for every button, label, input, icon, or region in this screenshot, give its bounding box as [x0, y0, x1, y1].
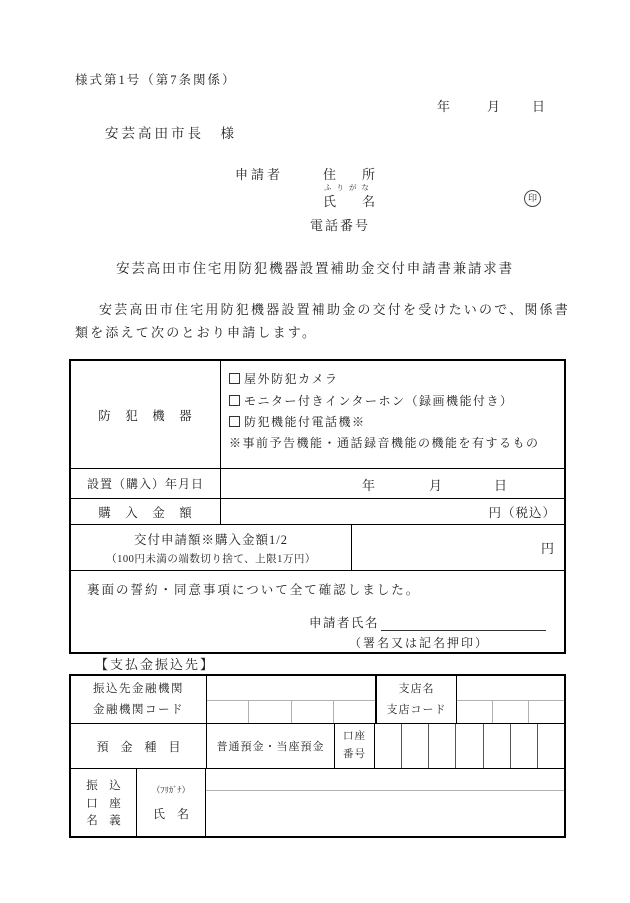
body-text-line1: 安芸高田市住宅用防犯機器設置補助金の交付を受けたいので、関係書: [99, 302, 570, 317]
bank-code-label: 金融機関コード: [93, 703, 184, 716]
account-number-cells: [375, 724, 564, 768]
date-year-label: 年: [437, 99, 451, 114]
branch-name-label: 支店名: [398, 682, 435, 695]
account-label-line2: 番号: [343, 749, 366, 760]
checkbox-icon: [229, 373, 240, 384]
installation-date-label: 設置（購入）年月日: [71, 469, 221, 498]
account-number-cell[interactable]: [538, 724, 564, 768]
account-number-cell[interactable]: [375, 724, 402, 768]
branch-name-input[interactable]: [457, 676, 564, 700]
applicant-name-label: 氏 名: [323, 194, 376, 209]
furigana-label: ふりがな: [324, 183, 374, 192]
confirmation-text: 裏面の誓約・同意事項について全て確認しました。: [87, 583, 421, 597]
branch-code-label: 支店コード: [386, 703, 447, 716]
bank-transfer-table: [69, 674, 566, 838]
bank-row: [71, 676, 564, 723]
day-label: 日: [494, 478, 508, 493]
holder-furigana-input[interactable]: [206, 769, 564, 791]
bank-name-code-label: [71, 676, 207, 723]
date-line: [0, 96, 630, 114]
signature-note: （署名又は記名押印）: [349, 636, 490, 650]
branch-code-cell[interactable]: [457, 701, 493, 723]
applicant-signature-input[interactable]: [381, 617, 546, 631]
holder-label-line3: 名 義: [86, 815, 121, 827]
seal-icon: 印: [524, 190, 541, 207]
account-number-cell[interactable]: [484, 724, 511, 768]
addressee: 安芸高田市長 様: [105, 126, 237, 141]
bank-code-cell[interactable]: [334, 701, 375, 723]
deposit-type-label: 預 金 種 目: [71, 724, 207, 768]
device-option-outdoor-camera[interactable]: [229, 368, 560, 390]
branch-code-cells: [457, 700, 564, 723]
device-option-security-phone[interactable]: [229, 411, 560, 433]
month-label: 月: [429, 478, 443, 493]
bank-code-cell[interactable]: [207, 701, 249, 723]
yen-label: 円: [540, 541, 554, 556]
date-month-label: 月: [487, 99, 501, 114]
holder-name-label: 氏 名: [152, 806, 189, 821]
checkbox-icon: [229, 416, 240, 427]
purchase-amount-row: [71, 498, 564, 524]
bank-code-cell[interactable]: [292, 701, 334, 723]
security-device-label: 防 犯 機 器: [71, 361, 221, 468]
bank-name-label: 振込先金融機関: [93, 682, 184, 695]
grant-amount-label: [71, 525, 352, 570]
security-device-row: [71, 361, 564, 468]
bank-code-cell[interactable]: [249, 701, 291, 723]
holder-name-input[interactable]: [206, 791, 564, 836]
document-title: 安芸高田市住宅用防犯機器設置補助金交付申請書兼請求書: [116, 261, 514, 276]
holder-furigana-label: （ﾌﾘｶﾞﾅ）: [151, 784, 191, 795]
security-device-options: [221, 361, 564, 468]
form-number: 様式第1号（第7条関係）: [75, 73, 237, 87]
holder-furigana-name-label: [137, 769, 206, 836]
installation-date-row: [71, 468, 564, 498]
grant-amount-label-line2: （100円未満の端数切り捨て、上限1万円）: [106, 553, 316, 565]
bank-code-cells: [207, 700, 375, 723]
deposit-account-row: [71, 723, 564, 768]
year-label: 年: [362, 478, 376, 493]
bank-name-input[interactable]: [207, 676, 375, 700]
branch-code-cell[interactable]: [529, 701, 564, 723]
applicant-label: 申請者: [235, 167, 284, 182]
holder-label-line2: 口 座: [86, 797, 121, 810]
grant-amount-label-line1: 交付申請額※購入金額1/2: [134, 532, 288, 547]
device-note: ※事前予告機能・通話録音機能の機能を有するもの: [229, 435, 540, 450]
purchase-amount-input[interactable]: [221, 499, 564, 524]
body-text-line2: 類を添えて次のとおり申請します。: [75, 325, 318, 340]
payment-section-title: 【支払金振込先】: [95, 657, 216, 672]
account-number-cell[interactable]: [429, 724, 456, 768]
account-holder-row: [71, 768, 564, 836]
device-option-label: 屋外防犯カメラ: [244, 372, 339, 387]
device-option-monitor-intercom[interactable]: [229, 390, 560, 412]
applicant-address-label: 住 所: [323, 167, 376, 182]
holder-label-line1: 振 込: [86, 780, 121, 792]
confirmation-row: [71, 570, 564, 652]
branch-name-code-values: [457, 676, 564, 723]
account-holder-inputs: [206, 769, 564, 836]
checkbox-icon: [229, 395, 240, 406]
deposit-type-options[interactable]: 普通預金・当座預金: [207, 724, 335, 768]
branch-name-code-label: [377, 676, 457, 723]
applicant-signature-label: 申請者氏名: [309, 616, 380, 630]
account-number-cell[interactable]: [456, 724, 483, 768]
installation-date-input[interactable]: [221, 469, 564, 498]
account-number-cell[interactable]: [511, 724, 538, 768]
account-label-line1: 口座: [343, 731, 366, 742]
date-day-label: 日: [532, 99, 546, 114]
device-option-label: モニター付きインターホン（録画機能付き）: [244, 393, 514, 408]
applicant-signature-row: [309, 613, 546, 631]
applicant-phone-label: 電話番号: [310, 218, 371, 233]
application-table: [69, 359, 566, 654]
account-holder-label: [71, 769, 137, 836]
account-number-label: [335, 724, 375, 768]
yen-tax-included-label: 円（税込）: [488, 505, 556, 520]
account-number-cell[interactable]: [402, 724, 429, 768]
branch-code-cell[interactable]: [493, 701, 529, 723]
purchase-amount-label: 購 入 金 額: [71, 499, 221, 524]
grant-amount-input[interactable]: [352, 525, 564, 570]
device-option-label: 防犯機能付電話機※: [244, 415, 366, 430]
grant-amount-row: [71, 524, 564, 570]
bank-name-code-values: [207, 676, 377, 723]
